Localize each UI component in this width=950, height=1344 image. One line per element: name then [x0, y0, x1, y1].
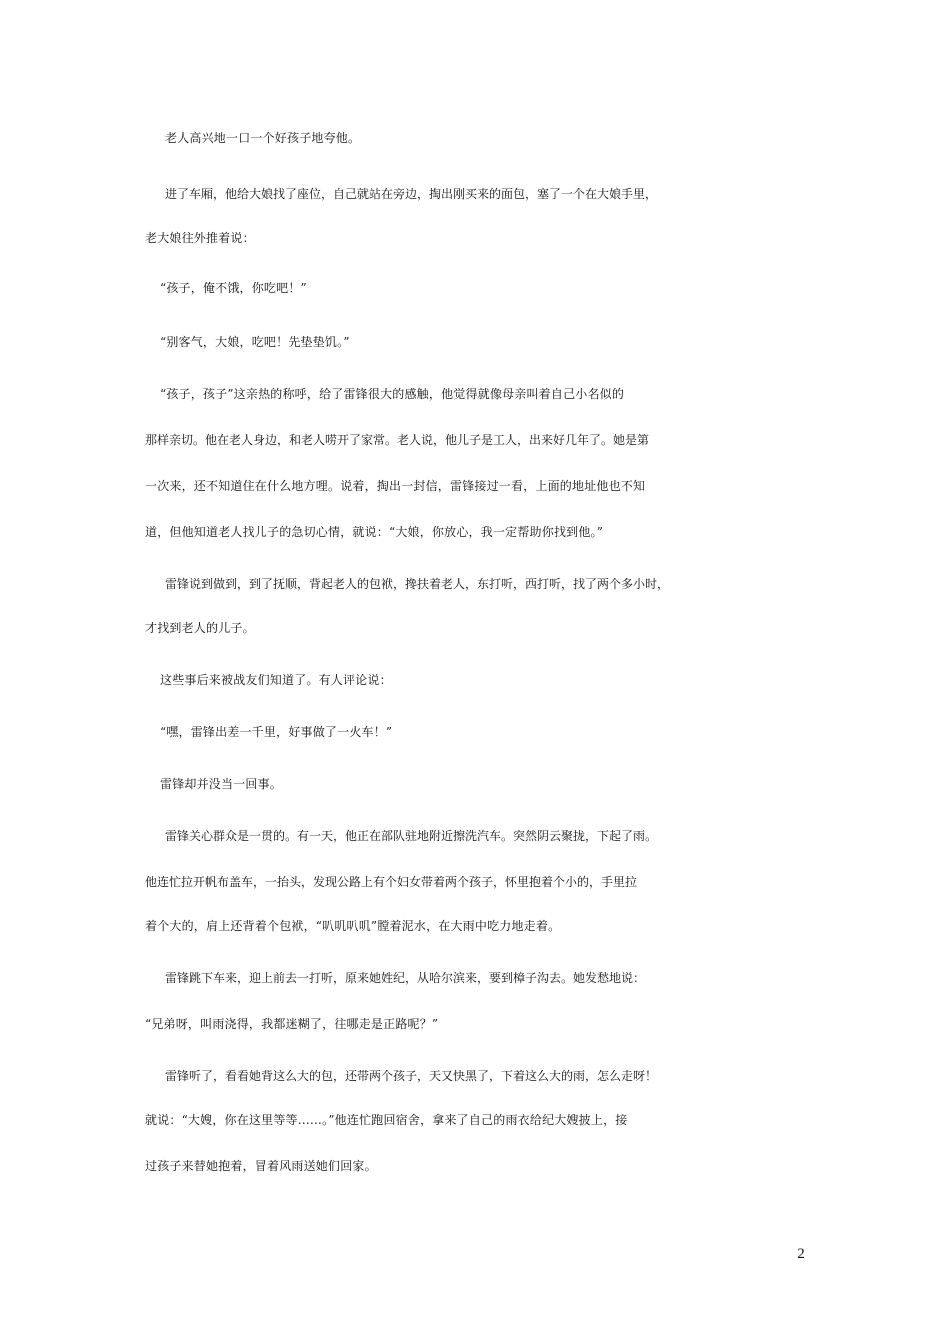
text-line: 老大娘往外推着说：	[145, 231, 255, 245]
text-line: “孩子，孩子”这亲热的称呼，给了雷锋很大的感触，他觉得就像母亲叫着自己小名似的	[160, 387, 625, 401]
text-line: 才找到老人的儿子。	[145, 621, 255, 635]
text-line: 一次来，还不知道住在什么地方哩。说着，掏出一封信，雷锋接过一看，上面的地址他也不知	[145, 479, 646, 493]
text-line: “孩子，俺不饿，你吃吧！”	[160, 281, 307, 295]
text-line: 雷锋关心群众是一贯的。有一天，他正在部队驻地附近擦洗汽车。突然阴云聚拢，下起了雨。	[165, 829, 658, 843]
text-line: 这些事后来被战友们知道了。有人评论说：	[160, 673, 392, 687]
text-line: 雷锋听了，看看她背这么大的包，还带两个孩子，天又快黑了，下着这么大的雨，怎么走呀！	[165, 1069, 658, 1083]
text-line: 道，但他知道老人找儿子的急切心情，就说：“大娘，你放心，我一定帮助你找到他。”	[145, 525, 604, 539]
text-line: 老人高兴地一口一个好孩子地夸他。	[165, 131, 361, 145]
text-line: 雷锋却并没当一回事。	[160, 777, 283, 791]
text-line: 过孩子来替她抱着，冒着风雨送她们回家。	[145, 1159, 377, 1173]
text-line: 雷锋跳下车来，迎上前去一打听，原来她姓纪，从哈尔滨来，要到樟子沟去。她发愁地说：	[165, 971, 646, 985]
text-line: 进了车厢，他给大娘找了座位，自己就站在旁边，掏出刚买来的面包，塞了一个在大娘手里，	[165, 187, 658, 201]
text-line: “嘿，雷锋出差一千里，好事做了一火车！”	[160, 725, 393, 739]
text-line: 他连忙拉开帆布盖车，一抬头，发现公路上有个妇女带着两个孩子，怀里抱着个小的，手里拉	[145, 875, 638, 889]
page-number: 2	[797, 1246, 805, 1262]
text-line: “别客气，大娘，吃吧！先垫垫饥。”	[160, 335, 350, 349]
text-line: 就说：“大嫂，你在这里等等……。”他连忙跑回宿舍，拿来了自己的雨衣给纪大嫂披上，接	[145, 1113, 628, 1127]
text-line: 那样亲切。他在老人身边，和老人唠开了家常。老人说，他儿子是工人，出来好几年了。她是第	[145, 433, 650, 447]
text-line: “兄弟呀，叫雨浇得，我都迷糊了，往哪走是正路呢？”	[145, 1017, 439, 1031]
text-line: 着个大的，肩上还背着个包袱，“叭叽叭叽”膛着泥水，在大雨中吃力地走着。	[145, 919, 561, 933]
text-line: 雷锋说到做到，到了抚顺，背起老人的包袱，搀扶着老人，东打听，西打听，找了两个多小时，	[165, 577, 670, 591]
